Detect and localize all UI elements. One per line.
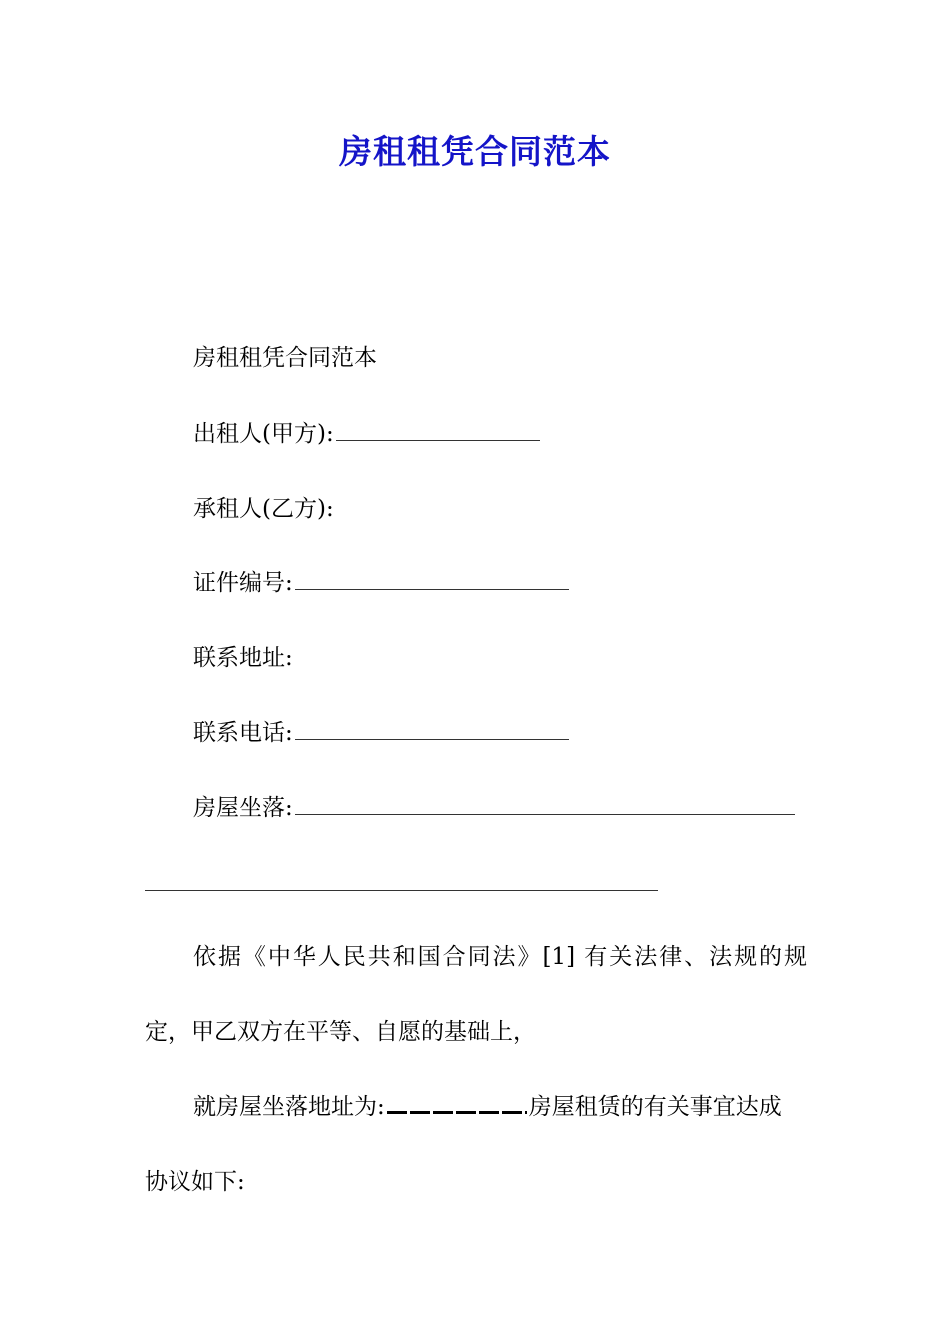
id-number-row <box>193 567 569 599</box>
address-row <box>193 642 293 674</box>
lessor-row <box>193 418 540 450</box>
id-number-field[interactable] <box>295 567 569 590</box>
agreement-paragraph <box>145 1070 807 1220</box>
id-number-label: 证件编号: <box>193 570 293 596</box>
lessor-label: 出租人(甲方): <box>193 421 334 447</box>
lessor-field[interactable] <box>336 418 540 441</box>
address-label: 联系地址: <box>193 645 293 671</box>
basis-line-2: 定，甲乙双方在平等、自愿的基础上， <box>145 1019 536 1045</box>
house-address-blank[interactable] <box>387 1094 527 1114</box>
phone-row <box>193 717 569 749</box>
phone-field[interactable] <box>295 717 569 740</box>
location-field[interactable] <box>295 792 795 815</box>
agreement-prefix: 就房屋坐落地址为: <box>193 1094 385 1120</box>
agreement-suffix: 房屋租赁的有关事宜达成 <box>528 1094 782 1120</box>
location-field-continuation[interactable] <box>145 890 658 891</box>
basis-line-1: 依据《中华人民共和国合同法》[1] 有关法律、法规的规 <box>193 944 807 970</box>
phone-label: 联系电话: <box>193 720 293 746</box>
location-label: 房屋坐落: <box>193 795 293 821</box>
lessee-row <box>193 493 334 525</box>
agreement-line-2: 协议如下: <box>145 1169 245 1195</box>
document-subtitle: 房租租凭合同范本 <box>193 345 377 371</box>
page-title: 房租租凭合同范本 <box>339 132 611 171</box>
agreement-line-1 <box>145 1070 807 1145</box>
location-row <box>193 792 795 824</box>
basis-paragraph <box>145 920 807 1070</box>
lessee-label: 承租人(乙方): <box>193 496 334 522</box>
